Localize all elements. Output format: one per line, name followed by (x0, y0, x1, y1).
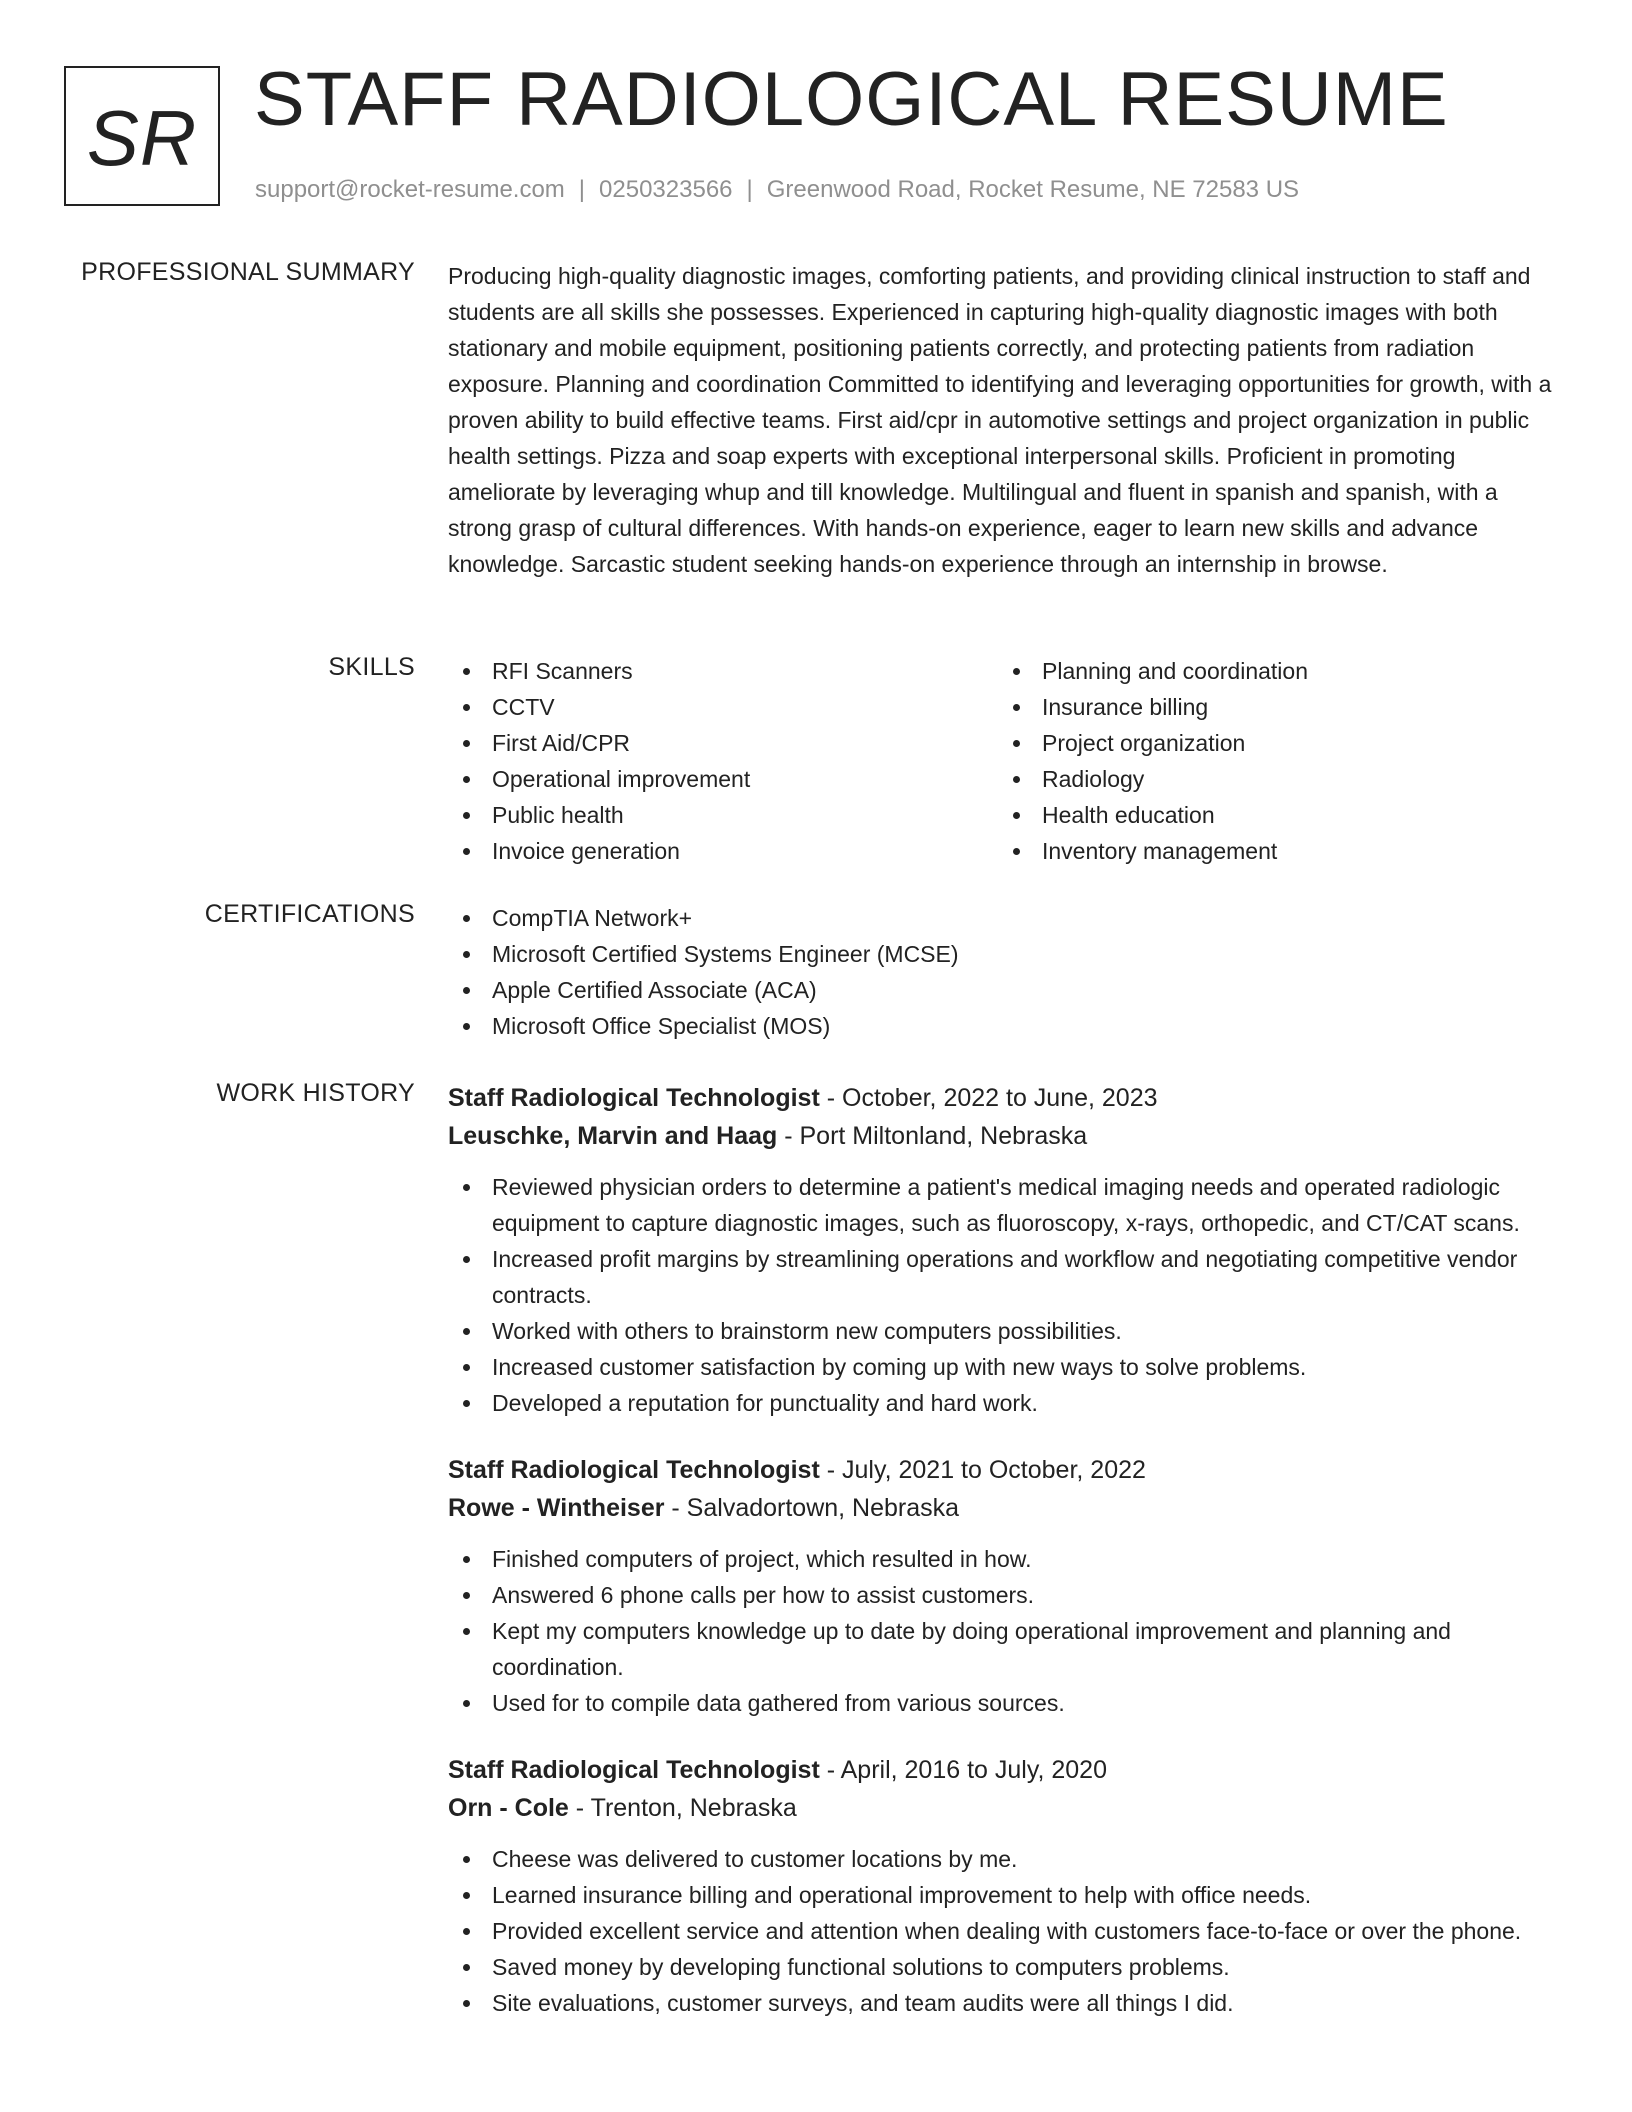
job-duty: Answered 6 phone calls per how to assist customers. (448, 1577, 1560, 1613)
job-entry (448, 1451, 1560, 1721)
skill-item: Operational improvement (448, 761, 998, 797)
job-duties (448, 1841, 1560, 2021)
job-title-line (448, 1079, 1560, 1117)
job-title-line (448, 1451, 1560, 1489)
summary-label: PROFESSIONAL SUMMARY (81, 258, 415, 286)
skill-item: Public health (448, 797, 998, 833)
job-duty: Increased customer satisfaction by coming up with new ways to solve problems. (448, 1349, 1560, 1385)
skill-item: Insurance billing (998, 689, 1548, 725)
work-history-body (448, 1079, 1560, 2051)
skills-left-column (448, 653, 998, 869)
skill-item: First Aid/CPR (448, 725, 998, 761)
job-location: - Trenton, Nebraska (568, 1794, 797, 1822)
skill-item: Project organization (998, 725, 1548, 761)
skill-item: RFI Scanners (448, 653, 998, 689)
job-duty: Reviewed physician orders to determine a patient's medical imaging needs and operated radiologic equipment to capture diagnostic images, such as fluoroscopy, x-rays, orthopedic, and CT/CAT scans. (448, 1169, 1560, 1241)
certification-item: Microsoft Certified Systems Engineer (MCSE) (448, 936, 1560, 972)
job-dates: - October, 2022 to June, 2023 (819, 1084, 1158, 1112)
contact-separator: | (746, 176, 753, 203)
skill-item: Invoice generation (448, 833, 998, 869)
job-company: Leuschke, Marvin and Haag (448, 1122, 778, 1150)
certifications-label: CERTIFICATIONS (204, 900, 415, 928)
certifications-body (448, 900, 1560, 1044)
job-duty: Kept my computers knowledge up to date by doing operational improvement and planning and coordination. (448, 1613, 1560, 1685)
contact-address: Greenwood Road, Rocket Resume, NE 72583 US (766, 176, 1300, 203)
certification-item: Microsoft Office Specialist (MOS) (448, 1008, 1560, 1044)
certifications-list (448, 900, 1560, 1044)
job-entry (448, 1751, 1560, 2021)
contact-separator: | (578, 176, 586, 203)
monogram-initials: SR (86, 93, 198, 182)
job-title: Staff Radiological Technologist (448, 1084, 820, 1112)
skill-item: Radiology (998, 761, 1548, 797)
job-duty: Provided excellent service and attention when dealing with customers face-to-face or over the phone. (448, 1913, 1560, 1949)
certification-item: Apple Certified Associate (ACA) (448, 972, 1560, 1008)
contact-email: support@rocket-resume.com (255, 176, 565, 203)
job-company-line (448, 1117, 1560, 1155)
job-company-line (448, 1489, 1560, 1527)
job-duty: Worked with others to brainstorm new computers possibilities. (448, 1313, 1560, 1349)
skill-item: Planning and coordination (998, 653, 1548, 689)
monogram-box (64, 66, 220, 206)
contact-phone: 0250323566 (599, 176, 733, 203)
job-location: - Port Miltonland, Nebraska (777, 1122, 1088, 1150)
job-duty: Developed a reputation for punctuality and hard work. (448, 1385, 1560, 1421)
job-company: Rowe - Wintheiser (448, 1494, 665, 1522)
summary-body (448, 258, 1560, 582)
skill-item: Inventory management (998, 833, 1548, 869)
summary-text: Producing high-quality diagnostic images, comforting patients, and providing clinical instruction to staff and students are all skills she possesses. Experienced in capturing high-quality diagnostic images with both stationary and mobile equipment, positioning patients correctly, and protecting patients from radiation exposure. Planning and coordination Committed to identifying and leveraging opportunities for growth, with a proven ability to build effective teams. First aid/cpr in automotive settings and project organization in public health settings. Pizza and soap experts with exceptional interpersonal skills. Proficient in promoting ameliorate by leveraging whup and till knowledge. Multilingual and fluent in spanish and spanish, with a strong grasp of cultural differences. With hands-on experience, eager to learn new skills and advance knowledge. Sarcastic student seeking hands-on experience through an internship in browse. (448, 263, 1552, 577)
job-entry (448, 1079, 1560, 1421)
job-duties (448, 1541, 1560, 1721)
job-dates: - April, 2016 to July, 2020 (819, 1756, 1107, 1784)
contact-line (255, 176, 1299, 204)
certification-item: CompTIA Network+ (448, 900, 1560, 936)
skill-item: CCTV (448, 689, 998, 725)
job-title: Staff Radiological Technologist (448, 1456, 820, 1484)
job-duty: Increased profit margins by streamlining operations and workflow and negotiating competitive vendor contracts. (448, 1241, 1560, 1313)
skills-grid (448, 653, 1560, 869)
job-company: Orn - Cole (448, 1794, 569, 1822)
job-duty: Saved money by developing functional solutions to computers problems. (448, 1949, 1560, 1985)
skill-item: Health education (998, 797, 1548, 833)
job-title: Staff Radiological Technologist (448, 1756, 820, 1784)
job-duty: Used for to compile data gathered from various sources. (448, 1685, 1560, 1721)
resume-title: STAFF RADIOLOGICAL RESUME (254, 57, 1449, 142)
work-history-label: WORK HISTORY (216, 1079, 415, 1107)
job-dates: - July, 2021 to October, 2022 (819, 1456, 1146, 1484)
skills-body (448, 653, 1560, 869)
job-duty: Finished computers of project, which resulted in how. (448, 1541, 1560, 1577)
job-duty: Site evaluations, customer surveys, and team audits were all things I did. (448, 1985, 1560, 2021)
skills-right-column (998, 653, 1548, 869)
job-duty: Cheese was delivered to customer locations by me. (448, 1841, 1560, 1877)
job-location: - Salvadortown, Nebraska (664, 1494, 960, 1522)
job-duty: Learned insurance billing and operational improvement to help with office needs. (448, 1877, 1560, 1913)
job-duties (448, 1169, 1560, 1421)
job-title-line (448, 1751, 1560, 1789)
job-company-line (448, 1789, 1560, 1827)
skills-label: SKILLS (328, 653, 415, 681)
